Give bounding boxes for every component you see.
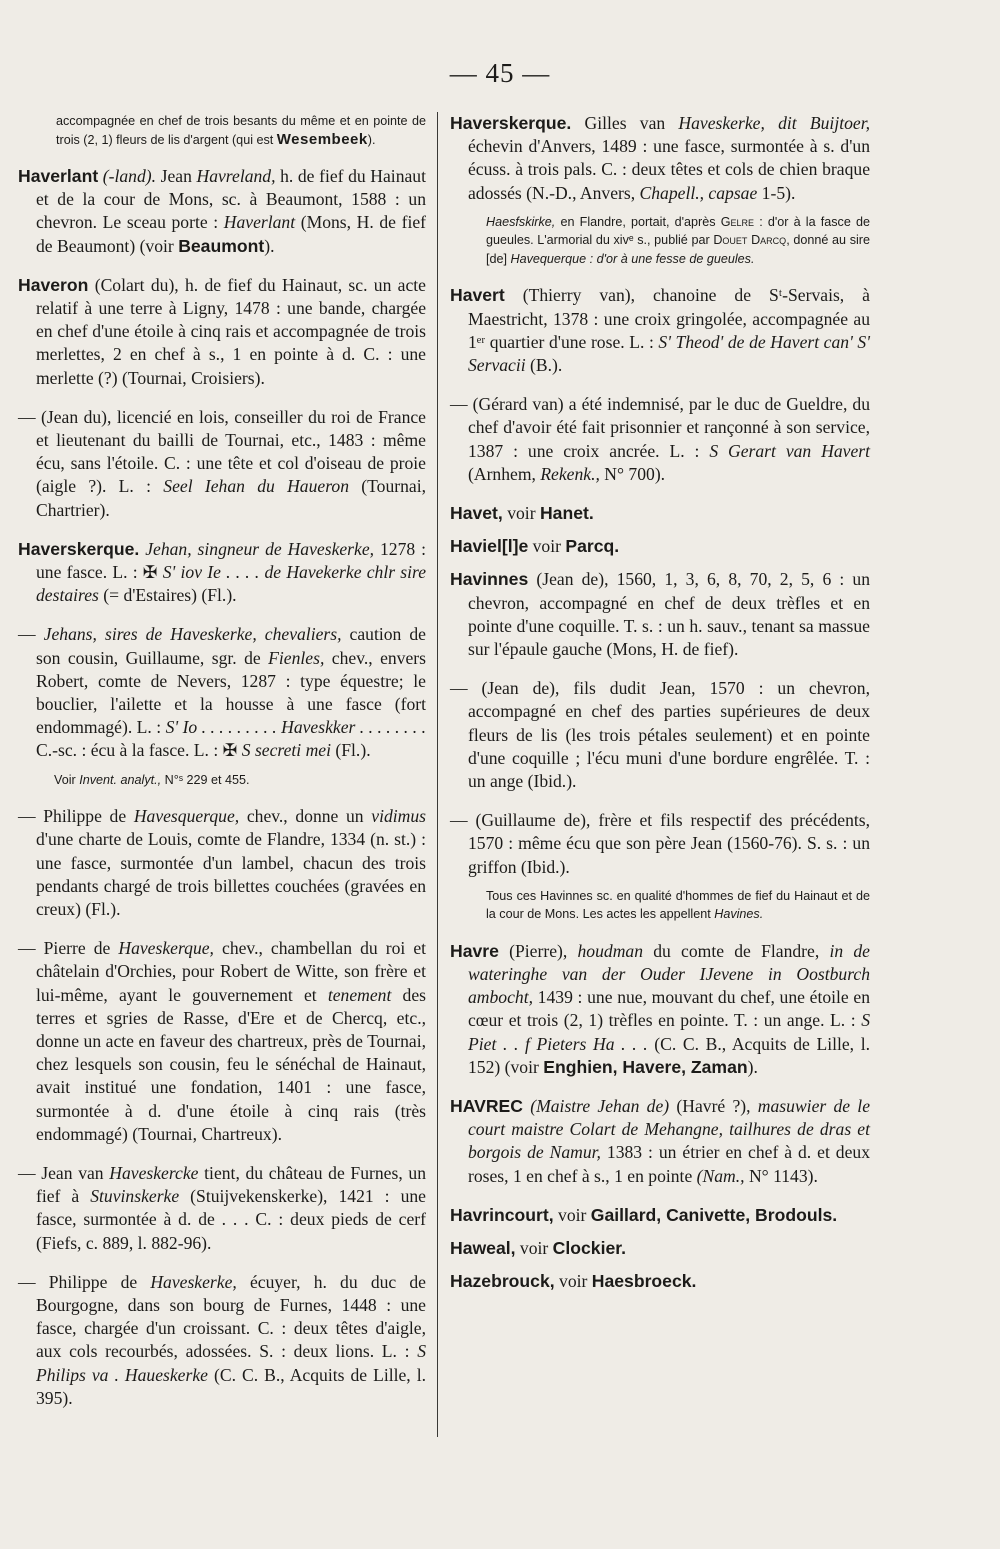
entry-haverskerque-philippe-ecuyer: — Philippe de Haveskerke, écuyer, h. du duc de Bourgogne, dans son bourg de Furnes, 1448 : une fasce, chargée d'un croissant. C. : deux têtes d'aigle, aux cols recourbés, adossées. S. : deux lions. L. : S Philips va . Haueskerke (C. C. B., Acquits de Lille, l. 395). (18, 1271, 427, 1408)
entry-haviel: Haviel[l]e voir Parcq. (450, 536, 620, 557)
footnote: Haesfskirke, en Flandre, portait, d'après Gelre : d'or à la fasce de gueules. L'armorial du xivᵉ s., publié par Douet Darcq, donné au sire [de] Havequerque : d'or à une fesse de gueules. (486, 214, 870, 266)
headword: Havre (450, 940, 499, 961)
headword: Hazebrouck, (450, 1271, 555, 1292)
entry-haveron-jean: — (Jean du), licencié en lois, conseiller du roi de France et lieutenant du bailli de Tournai, etc., 1483 : même écu, sans l'étoile. C. : une tête et col d'oiseau de proie (aigle ?). L. : Seel Iehan du Haueron (Tournai, Chartrier). (18, 406, 427, 520)
headword: Haverskerque. (18, 538, 140, 559)
entry-havet: Havet, voir Hanet. (450, 502, 594, 523)
entry-haweal: Haweal, voir Clockier. (450, 1238, 627, 1259)
headword: Haviel[l]e (450, 536, 529, 557)
entry-havert: Havert (Thierry van), chanoine de Sᵗ-Servais, à Maestricht, 1378 : une croix gringolée, accompagnée au 1ᵉʳ quartier d'une rose. L. : S' Theod' de de Havert can' S' Servacii (B.). (450, 285, 870, 375)
page-number: — 45 — (449, 58, 551, 88)
headword: Haweal, (450, 1238, 516, 1259)
entry-havrec: HAVREC (Maistre Jehan de) (Havré ?), masuwier de le court maistre Colart de Mehangne, tailhures de dras et borgois de Namur, 1383 : un étrier en chef à d. et deux roses, 1 en chef à s., 1 en pointe (Nam., N° 1143). (450, 1096, 871, 1186)
entry-haverlant: Haverlant (-land). Jean Havreland, h. de fief du Hainaut et de la cour de Mons, sc. à Beaumont, 1588 : un chevron. Le sceau porte : Haverlant (Mons, H. de fief de Beaumont) (voir Beaumont). (18, 166, 426, 256)
entry-hazebrouck: Hazebrouck, voir Haesbroeck. (450, 1271, 697, 1292)
column-divider (437, 112, 438, 1437)
entry-havinnes-jean: — (Jean de), fils dudit Jean, 1570 : un chevron, accompagné en chef des parties supérieures de deux fleurs de lis (les trois pétales seulement) et en pointe d'une coquille ; l'écu muni d'une bordure engrêlée. T. : un ange (Ibid.). (450, 678, 870, 791)
headword: Havert (450, 285, 505, 306)
headword: Haverskerque. (450, 113, 572, 133)
footnote: Voir Invent. analyt., N°ˢ 229 et 455. (54, 772, 250, 787)
entry-haveron: Haveron (Colart du), h. de fief du Hainaut, sc. un acte relatif à une terre à Ligny, 1478 : une bande, chargée en chef d'une étoile à cinq rais et accompagnée de trois merlettes, 2 en chef à s., 1 en pointe à d. C. : une merlette (?) (Tournai, Croisiers). (18, 274, 426, 388)
entry-haverskerque-pierre: — Pierre de Haveskerque, chev., chambellan du roi et châtelain d'Orchies, pour Robert de Witte, son frère et lui-même, ayant le gouvernement et tenement des terres et sgries de Rasse, d'Ere et de Chercq, etc., donne un acte en faveur des chartreux, près de Tournai, chez lesquels son cousin, feu le sénéchal de Hainaut, avait institué une fondation, 1401 : une fasce, surmontée à d. d'une étoile à cinq rais (très endommagé) (Tournai, Chartreux). (18, 938, 427, 1144)
headword: Havrincourt, (450, 1204, 554, 1225)
entry-haverskerque-gilles: Haverskerque. Gilles van Haveskerke, dit Buijtoer, échevin d'Anvers, 1489 : une fasce, surmontée à s. d'un écuss. à trois pals. C. : deux têtes et cols de chien braque adossés (N.-D., Anvers, Chapell., capsae 1-5). (450, 113, 870, 203)
right-column (450, 112, 870, 1303)
entry-haverskerque-philippe: — Philippe de Havesquerque, chev., donne un vidimus d'une charte de Louis, comte de Flandre, 1334 (n. st.) : une fasce, surmontée d'un lambel, chacun des trois pendants chargé de trois billettes couchées (gravées en creux) (Fl.). (18, 806, 426, 919)
entry-havinnes: Havinnes (Jean de), 1560, 1, 3, 6, 8, 70, 2, 5, 6 : un chevron, accompagné en chef de deux trèfles et en pointe d'une coquille. T. s. : un h. sauv., tenant sa massue sur l'épaule gauche (Mons, H. de fief). (450, 569, 870, 659)
headword: HAVREC (450, 1096, 523, 1116)
headword: Havinnes (450, 569, 529, 590)
headword: Haveron (18, 274, 89, 295)
entry-continuation: accompagnée en chef de trois besants du même et en pointe de trois (2, 1) fleurs de lis d'argent (qui est Wesembeek). (56, 114, 426, 148)
headword: Haverlant (18, 166, 99, 186)
entry-havert-gerard: — (Gérard van) a été indemnisé, par le duc de Gueldre, du chef d'avoir été fait prisonnier et rançonné à son service, 1387 : une croix ancrée. L. : S Gerart van Havert (Arnhem, Rekenk., N° 700). (450, 394, 870, 484)
entry-haverskerque-jehans: — Jehans, sires de Haveskerke, chevaliers, caution de son cousin, Guillaume, sgr. de Fienles, chev., envers Robert, comte de Nevers, 1287 : type équestre; le bouclier, l'ailette et la housse à une fasce (fort endommagé). L. : S' Io . . . . . . . . . Haveskker . . . . . . . . C.-sc. : écu à la fasce. L. : ✠ S secreti mei (Fl.). (18, 624, 426, 761)
left-column (18, 112, 426, 1426)
entry-havre: Havre (Pierre), houdman du comte de Flandre, in de wateringhe van der Ouder IJevene in Oostburch ambocht, 1439 : une nue, mouvant du chef, une étoile en cœur et trois (2, 1) trèfles en pointe. T. : un ange. L. : S Piet . . f Pieters Ha . . . (C. C. B., Acquits de Lille, l. 152) (voir Enghien, Havere, Zaman). (450, 940, 870, 1077)
entry-haverskerque: Haverskerque. Jehan, singneur de Haveskerke, 1278 : une fasce. L. : ✠ S' iov Ie . . . . de Havekerke chlr sire destaires (= d'Estaires) (Fl.). (18, 538, 427, 606)
footnote: Tous ces Havinnes sc. en qualité d'hommes de fief du Hainaut et de la cour de Mons. Les actes les appellent Havines. (486, 888, 870, 922)
headword: Havet, (450, 502, 503, 523)
entry-havinnes-guillaume: — (Guillaume de), frère et fils respectif des précédents, 1570 : même écu que son père Jean (1560-76). S. s. : un griffon (Ibid.). (450, 810, 870, 877)
entry-haverskerque-jean-van: — Jean van Haveskercke tient, du château de Furnes, un fief à Stuvinskerke (Stuijvekenskerke), 1421 : une fasce, surmontée à d. de . . . C. : deux pieds de cerf (Fiefs, c. 889, l. 882-96). (18, 1163, 426, 1253)
entry-havrincourt: Havrincourt, voir Gaillard, Canivette, Brodouls. (450, 1204, 838, 1225)
